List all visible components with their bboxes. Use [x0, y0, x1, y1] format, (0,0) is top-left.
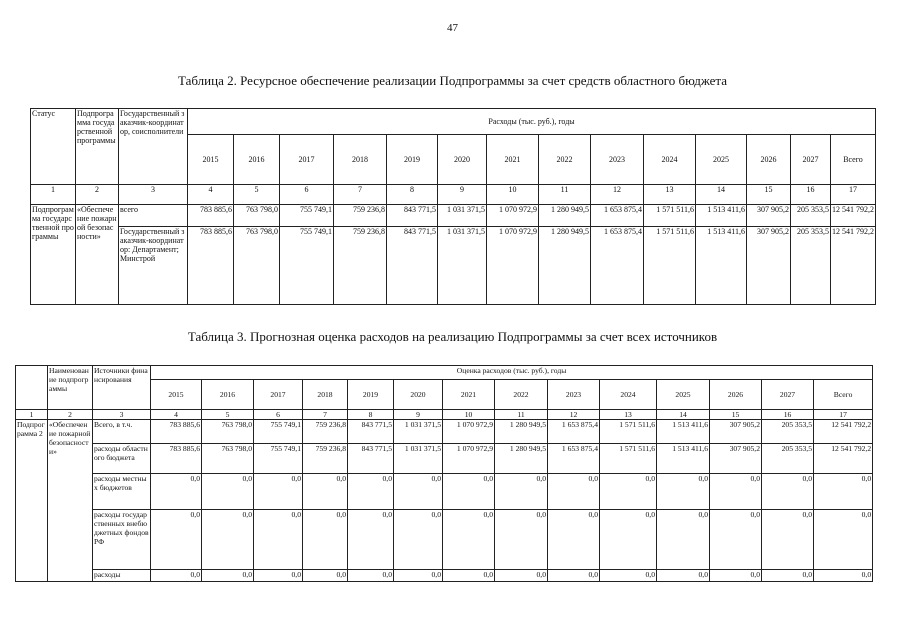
column-number: 6 [254, 410, 303, 420]
value-cell: 783 885,6 [188, 205, 234, 227]
value-cell: 1 280 949,5 [539, 227, 591, 305]
column-number: 2 [48, 410, 93, 420]
value-cell: 0,0 [495, 474, 548, 510]
value-cell: 0,0 [348, 570, 394, 582]
column-number: 7 [303, 410, 348, 420]
value-cell: 783 885,6 [188, 227, 234, 305]
column-number: 10 [443, 410, 495, 420]
value-cell: 1 653 875,4 [591, 227, 644, 305]
value-cell: 0,0 [814, 510, 873, 570]
value-cell: 0,0 [548, 570, 600, 582]
status-cell: Подпрограмма государственной программы [31, 205, 76, 305]
value-cell: 759 236,8 [334, 227, 387, 305]
column-number: 16 [762, 410, 814, 420]
value-cell: 0,0 [443, 510, 495, 570]
year-header: 2017 [280, 135, 334, 185]
subprogram-cell: «Обеспечение пожарной безопасности» [76, 205, 119, 305]
value-cell: 0,0 [303, 510, 348, 570]
source-label: расходы областного бюджета [93, 444, 151, 474]
value-cell: 0,0 [348, 474, 394, 510]
value-cell: 759 236,8 [303, 444, 348, 474]
value-cell: 12 541 792,2 [814, 420, 873, 444]
value-cell: 0,0 [151, 474, 202, 510]
source-label: расходы государственных внебюджетных фондов РФ [93, 510, 151, 570]
column-number: 17 [831, 185, 876, 205]
value-cell: 205 353,5 [762, 444, 814, 474]
value-cell: 1 070 972,9 [443, 444, 495, 474]
header-estimate: Оценка расходов (тыс. руб.), годы [151, 366, 873, 380]
value-cell: 755 749,1 [254, 444, 303, 474]
value-cell: 1 513 411,6 [657, 420, 710, 444]
value-cell: 843 771,5 [387, 227, 438, 305]
column-number: 1 [31, 185, 76, 205]
column-number: 2 [76, 185, 119, 205]
value-cell: 0,0 [303, 570, 348, 582]
value-cell: 755 749,1 [280, 227, 334, 305]
year-header: Всего [814, 380, 873, 410]
column-number: 11 [539, 185, 591, 205]
value-cell: 205 353,5 [791, 205, 831, 227]
value-cell: 755 749,1 [254, 420, 303, 444]
value-cell: 0,0 [202, 570, 254, 582]
year-header: 2027 [791, 135, 831, 185]
value-cell: 763 798,0 [202, 444, 254, 474]
value-cell: 763 798,0 [234, 205, 280, 227]
value-cell: 0,0 [348, 510, 394, 570]
value-cell: 0,0 [202, 474, 254, 510]
value-cell: 1 571 511,6 [644, 227, 696, 305]
value-cell: 0,0 [254, 570, 303, 582]
forecast-table [15, 365, 873, 582]
value-cell: 1 070 972,9 [443, 420, 495, 444]
value-cell: 0,0 [710, 474, 762, 510]
value-cell: 0,0 [495, 570, 548, 582]
column-number: 15 [747, 185, 791, 205]
year-header: 2026 [710, 380, 762, 410]
value-cell: 1 653 875,4 [548, 444, 600, 474]
column-number: 12 [591, 185, 644, 205]
value-cell: 0,0 [394, 474, 443, 510]
column-number: 7 [334, 185, 387, 205]
value-cell: 1 031 371,5 [438, 227, 487, 305]
value-cell: 0,0 [548, 474, 600, 510]
value-cell: 307 905,2 [747, 227, 791, 305]
column-number: 11 [495, 410, 548, 420]
value-cell: 843 771,5 [348, 420, 394, 444]
year-header: 2021 [487, 135, 539, 185]
year-header: 2016 [202, 380, 254, 410]
year-header: 2024 [644, 135, 696, 185]
value-cell: 0,0 [600, 570, 657, 582]
value-cell: 12 541 792,2 [814, 444, 873, 474]
column-number: 13 [600, 410, 657, 420]
column-number: 9 [438, 185, 487, 205]
year-header: 2016 [234, 135, 280, 185]
subprogram-label: Подпрограмма 2 [16, 420, 48, 582]
source-label: расходы [93, 570, 151, 582]
header-empty [16, 366, 48, 410]
value-cell: 205 353,5 [791, 227, 831, 305]
column-number: 13 [644, 185, 696, 205]
column-number: 14 [657, 410, 710, 420]
value-cell: 1 280 949,5 [539, 205, 591, 227]
year-header: 2022 [495, 380, 548, 410]
value-cell: 0,0 [814, 474, 873, 510]
table2-title: Таблица 2. Ресурсное обеспечение реализации Подпрограммы за счет средств областного бюджета [177, 73, 728, 88]
column-number: 6 [280, 185, 334, 205]
column-number: 8 [387, 185, 438, 205]
year-header: 2020 [394, 380, 443, 410]
column-number: 14 [696, 185, 747, 205]
value-cell: 0,0 [254, 474, 303, 510]
value-cell: 0,0 [762, 510, 814, 570]
column-number: 4 [188, 185, 234, 205]
resource-table [30, 108, 876, 305]
value-cell: 307 905,2 [747, 205, 791, 227]
value-cell: 759 236,8 [334, 205, 387, 227]
subprogram-name: «Обеспечение пожарной безопасности» [48, 420, 93, 582]
value-cell: 783 885,6 [151, 420, 202, 444]
value-cell: 0,0 [394, 570, 443, 582]
column-number: 4 [151, 410, 202, 420]
year-header: 2017 [254, 380, 303, 410]
column-number: 5 [202, 410, 254, 420]
header-sources: Источники финансирования [93, 366, 151, 410]
value-cell: 205 353,5 [762, 420, 814, 444]
year-header: Всего [831, 135, 876, 185]
value-cell: 0,0 [762, 474, 814, 510]
value-cell: 763 798,0 [202, 420, 254, 444]
value-cell: 0,0 [548, 510, 600, 570]
year-header: 2018 [303, 380, 348, 410]
value-cell: 1 513 411,6 [696, 205, 747, 227]
value-cell: 0,0 [710, 570, 762, 582]
year-header: 2015 [151, 380, 202, 410]
value-cell: 0,0 [710, 510, 762, 570]
year-header: 2026 [747, 135, 791, 185]
year-header: 2023 [548, 380, 600, 410]
value-cell: 783 885,6 [151, 444, 202, 474]
value-cell: 0,0 [394, 510, 443, 570]
header-status: Статус [31, 109, 76, 185]
source-label: расходы местных бюджетов [93, 474, 151, 510]
row-label: всего [119, 205, 188, 227]
value-cell: 1 031 371,5 [394, 420, 443, 444]
table3-title: Таблица 3. Прогнозная оценка расходов на реализацию Подпрограммы за счет всех источников [187, 329, 718, 344]
value-cell: 12 541 792,2 [831, 205, 876, 227]
value-cell: 0,0 [657, 474, 710, 510]
value-cell: 0,0 [814, 570, 873, 582]
value-cell: 1 653 875,4 [548, 420, 600, 444]
column-number: 8 [348, 410, 394, 420]
value-cell: 1 653 875,4 [591, 205, 644, 227]
value-cell: 1 513 411,6 [657, 444, 710, 474]
year-header: 2018 [334, 135, 387, 185]
source-label: Всего, в т.ч. [93, 420, 151, 444]
row-label: Государственный заказчик-координатор: Департамент; Минстрой [119, 227, 188, 305]
year-header: 2025 [696, 135, 747, 185]
column-number: 3 [93, 410, 151, 420]
column-number: 10 [487, 185, 539, 205]
column-number: 15 [710, 410, 762, 420]
year-header: 2027 [762, 380, 814, 410]
value-cell: 307 905,2 [710, 444, 762, 474]
value-cell: 763 798,0 [234, 227, 280, 305]
value-cell: 1 280 949,5 [495, 444, 548, 474]
header-subprogram: Подпрограмма государственной программы [76, 109, 119, 185]
year-header: 2024 [600, 380, 657, 410]
column-number: 1 [16, 410, 48, 420]
value-cell: 0,0 [495, 510, 548, 570]
value-cell: 1 571 511,6 [644, 205, 696, 227]
column-number: 17 [814, 410, 873, 420]
page-number: 47 [447, 22, 458, 34]
value-cell: 307 905,2 [710, 420, 762, 444]
value-cell: 1 070 972,9 [487, 205, 539, 227]
value-cell: 1 280 949,5 [495, 420, 548, 444]
column-number: 5 [234, 185, 280, 205]
value-cell: 0,0 [600, 510, 657, 570]
year-header: 2025 [657, 380, 710, 410]
column-number: 12 [548, 410, 600, 420]
value-cell: 0,0 [443, 570, 495, 582]
value-cell: 0,0 [151, 510, 202, 570]
value-cell: 0,0 [202, 510, 254, 570]
value-cell: 1 571 511,6 [600, 420, 657, 444]
year-header: 2020 [438, 135, 487, 185]
header-expenses: Расходы (тыс. руб.), годы [188, 109, 876, 135]
year-header: 2023 [591, 135, 644, 185]
value-cell: 759 236,8 [303, 420, 348, 444]
year-header: 2015 [188, 135, 234, 185]
value-cell: 755 749,1 [280, 205, 334, 227]
value-cell: 0,0 [657, 510, 710, 570]
value-cell: 843 771,5 [387, 205, 438, 227]
year-header: 2019 [387, 135, 438, 185]
value-cell: 1 571 511,6 [600, 444, 657, 474]
value-cell: 0,0 [600, 474, 657, 510]
value-cell: 0,0 [443, 474, 495, 510]
value-cell: 0,0 [762, 570, 814, 582]
year-header: 2019 [348, 380, 394, 410]
column-number: 16 [791, 185, 831, 205]
value-cell: 0,0 [303, 474, 348, 510]
value-cell: 843 771,5 [348, 444, 394, 474]
header-name: Наименование подпрограммы [48, 366, 93, 410]
value-cell: 12 541 792,2 [831, 227, 876, 305]
value-cell: 0,0 [657, 570, 710, 582]
value-cell: 0,0 [254, 510, 303, 570]
value-cell: 1 031 371,5 [438, 205, 487, 227]
value-cell: 1 031 371,5 [394, 444, 443, 474]
year-header: 2021 [443, 380, 495, 410]
column-number: 3 [119, 185, 188, 205]
value-cell: 1 070 972,9 [487, 227, 539, 305]
value-cell: 1 513 411,6 [696, 227, 747, 305]
year-header: 2022 [539, 135, 591, 185]
column-number: 9 [394, 410, 443, 420]
value-cell: 0,0 [151, 570, 202, 582]
header-customer: Государственный заказчик-координатор, соисполнители [119, 109, 188, 185]
